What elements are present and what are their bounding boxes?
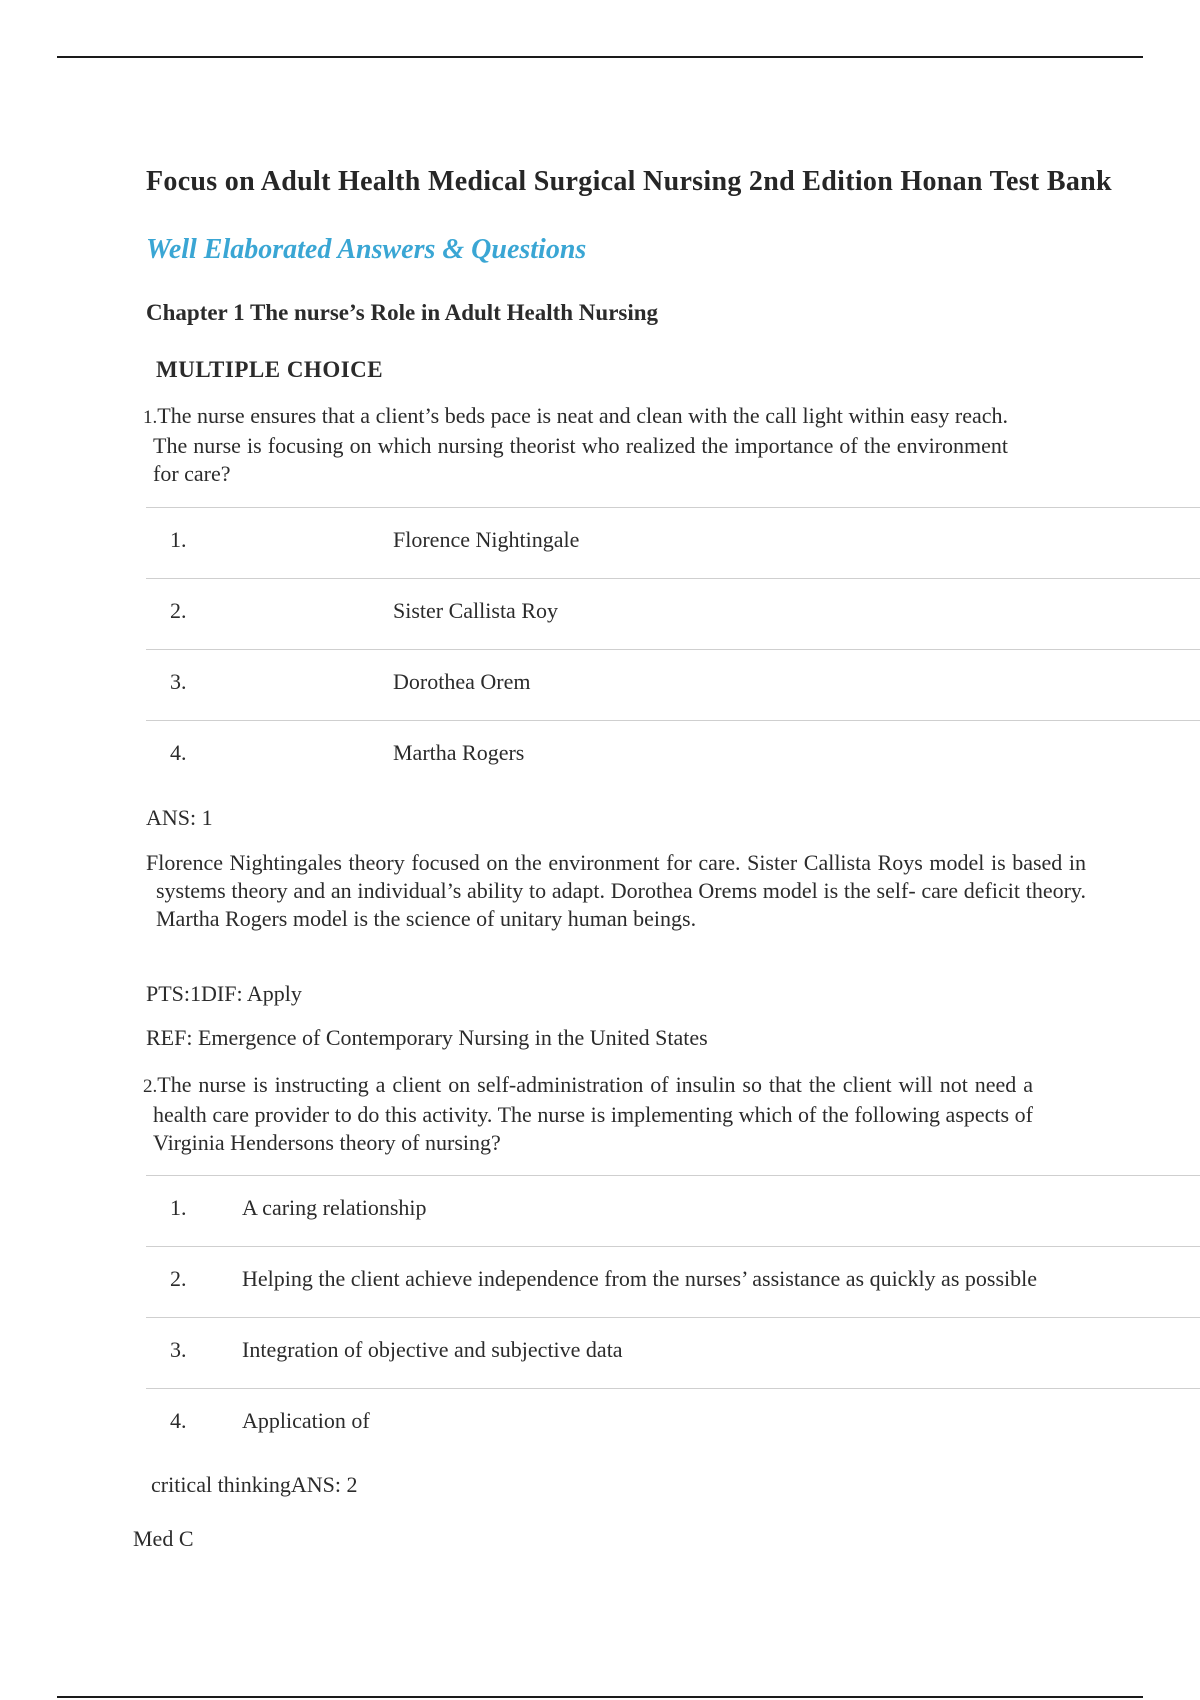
q2-option-2-number: 2. [170,1266,187,1291]
q2-option-1-text: A caring relationship [242,1195,427,1220]
q1-option-2[interactable] [146,578,1200,649]
q2-option-4-text: Application of [242,1408,370,1433]
question-1-options [146,507,1200,791]
question-1-answer: ANS: 1 [146,805,213,830]
q2-option-4[interactable] [146,1388,1200,1459]
question-2-text: The nurse is instructing a client on self-administration of insulin so that the client will not need a health care provider to do this activity. The nurse is implementing which of the following aspects of Virginia Hendersons theory of nursing? [153,1072,1033,1155]
document-subtitle: Well Elaborated Answers & Questions [146,234,587,265]
q1-option-4[interactable] [146,720,1200,791]
q2-option-4-number: 4. [170,1408,187,1433]
document-title: Focus on Adult Health Medical Surgical Nursing 2nd Edition Honan Test Bank [146,166,1112,197]
q1-option-3-number: 3. [170,669,187,694]
top-rule [57,56,1143,58]
q2-option-2[interactable] [146,1246,1200,1317]
q1-option-1[interactable] [146,507,1200,578]
chapter-heading: Chapter 1 The nurse’s Role in Adult Health Nursing [146,300,659,325]
question-1-reference: REF: Emergence of Contemporary Nursing in the United States [146,1025,708,1050]
q2-option-2-text: Helping the client achieve independence from the nurses’ assistance as quickly as possible [242,1266,1037,1291]
question-1-points: PTS:1DIF: Apply [146,981,302,1006]
bottom-rule [57,1696,1143,1698]
question-1-number: 1. [143,407,158,428]
q1-option-1-number: 1. [170,527,187,552]
q2-option-3[interactable] [146,1317,1200,1388]
q1-option-4-text: Martha Rogers [393,740,525,765]
q1-option-2-text: Sister Callista Roy [393,598,558,623]
question-2 [143,1071,1033,1157]
question-1-rationale: Florence Nightingales theory focused on the environment for care. Sister Callista Roys model is based in systems theory and an individual’s ability to adapt. Dorothea Orems model is the self- care deficit theory. Martha Rogers model is the science of unitary human beings. [146,850,1086,931]
q1-option-1-text: Florence Nightingale [393,527,580,552]
q1-option-3[interactable] [146,649,1200,720]
question-2-options [146,1175,1200,1459]
q2-option-1-number: 1. [170,1195,187,1220]
footer-fragment: Med C [133,1526,194,1551]
question-2-answer: critical thinkingANS: 2 [151,1472,358,1497]
q1-option-3-text: Dorothea Orem [393,669,531,694]
q2-option-3-text: Integration of objective and subjective data [242,1337,623,1362]
question-2-number: 2. [143,1076,158,1097]
question-1-text: The nurse ensures that a client’s beds pace is neat and clean with the call light within easy reach. The nurse is focusing on which nursing theorist who realized the importance of the environment for care? [153,403,1008,486]
q1-option-4-number: 4. [170,740,187,765]
q1-option-2-number: 2. [170,598,187,623]
q2-option-3-number: 3. [170,1337,187,1362]
q2-option-1[interactable] [146,1175,1200,1246]
section-heading: MULTIPLE CHOICE [156,357,384,382]
question-1 [143,402,1008,488]
